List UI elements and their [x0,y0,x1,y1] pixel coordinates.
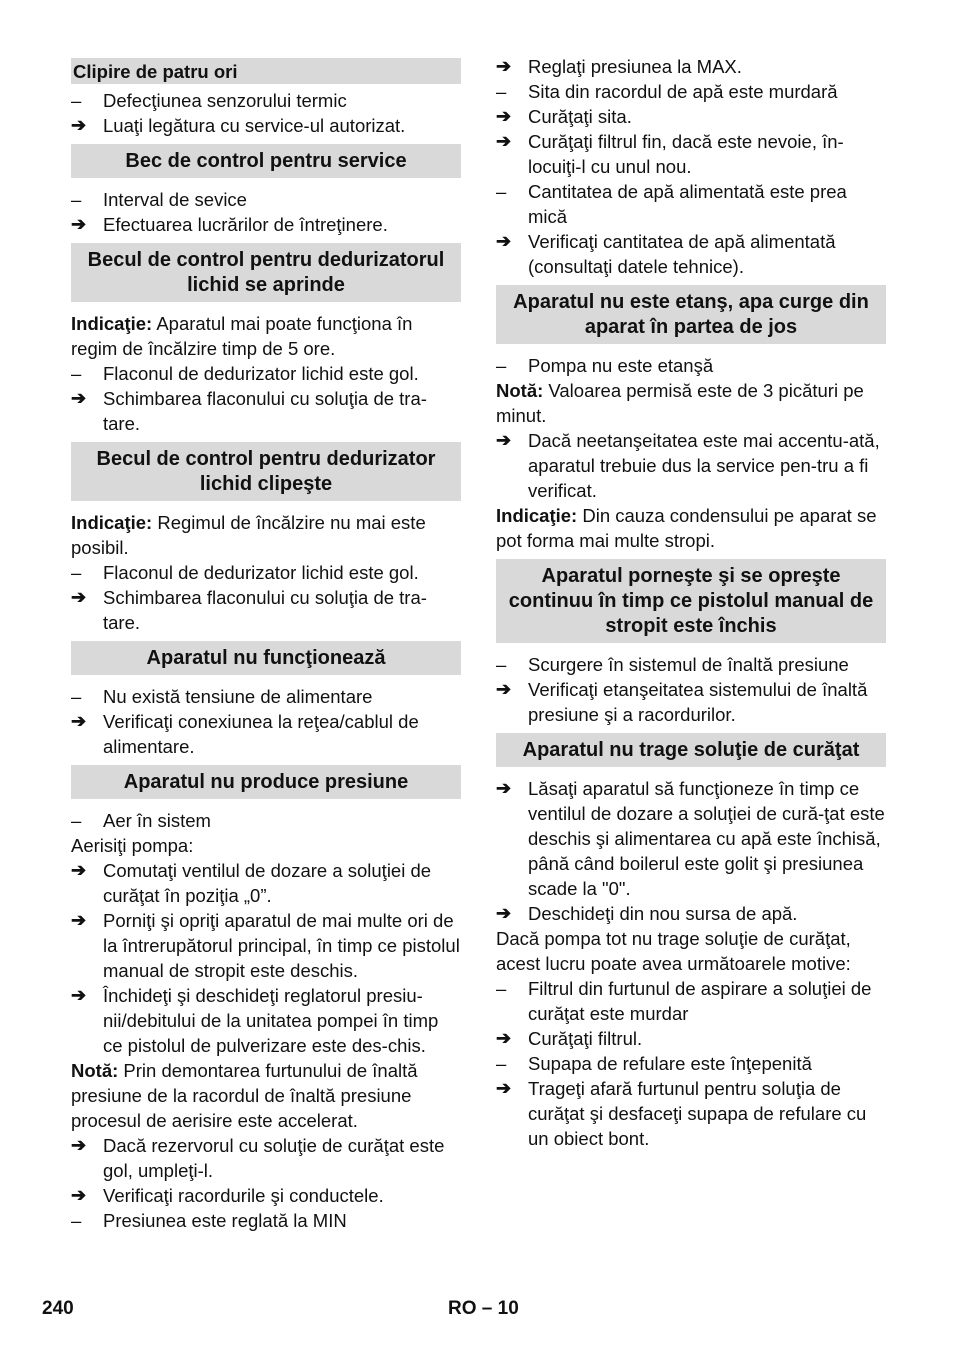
cause-item [71,560,461,585]
dash-marker: – [496,1053,507,1074]
item-text: Curăţaţi filtrul fin, dacă este nevoie, în-locuiţi-l cu unul nou. [528,131,844,177]
item-text: Verificaţi cantitatea de apă alimentată (consultaţi datele tehnice). [528,231,836,277]
remedy-item [496,229,886,279]
item-text: Scurgere în sistemul de înaltă presiune [528,654,849,675]
arrow-right-icon: ➔ [71,985,87,1005]
cause-item [496,79,886,104]
cause-item [496,652,886,677]
note-paragraph [71,311,461,361]
dash-marker: – [71,1210,82,1231]
remedy-item [496,428,886,503]
cause-item [71,808,461,833]
remedy-item [71,212,461,237]
item-text: Interval de sevice [103,189,247,210]
remedy-item [496,776,886,901]
item-text: Verificaţi etanşeitatea sistemului de înaltă presiune şi a racordurilor. [528,679,868,725]
body-text: Dacă pompa tot nu trage soluţie de curăţat, acest lucru poate avea următoarele motive: [496,928,851,974]
cause-item [71,1208,461,1233]
note-paragraph [496,378,886,428]
remedy-item [71,386,461,436]
note-text: Valoarea permisă este de 3 picături pe minut. [496,380,864,426]
arrow-right-icon: ➔ [496,131,512,151]
item-text: Curăţaţi sita. [528,106,632,127]
arrow-right-icon: ➔ [71,587,87,607]
note-text: Prin demontarea furtunului de înaltă presiune de la racordul de înaltă presiune procesul de aerisire este accelerat. [71,1060,418,1131]
note-label: Indicaţie: [71,313,153,334]
item-text: Presiunea este reglată la MIN [103,1210,347,1231]
item-text: Dacă rezervorul cu soluţie de curăţat este gol, umpleţi-l. [103,1135,445,1181]
cause-item [496,353,886,378]
item-text: Nu există tensiune de alimentare [103,686,373,707]
item-text: Curăţaţi filtrul. [528,1028,643,1049]
item-text: Filtrul din furtunul de aspirare a soluţiei de curăţat este murdar [528,978,872,1024]
dash-marker: – [71,363,82,384]
right-column [496,54,886,1151]
note-label: Notă: [496,380,544,401]
arrow-right-icon: ➔ [71,388,87,408]
arrow-right-icon: ➔ [71,1185,87,1205]
note-paragraph [71,1058,461,1133]
dash-marker: – [71,189,82,210]
note-text: Din cauza condensului pe aparat se pot forma mai multe stropi. [496,505,877,551]
remedy-item [496,129,886,179]
section-heading: Aparatul nu produce presiune [71,765,461,799]
item-text: Porniţi şi opriţi aparatul de mai multe ori de la întrerupătorul principal, în timp ce pistolul manual de stropit este deschis. [103,910,460,981]
section-heading: Clipire de patru ori [71,58,461,84]
item-text: Pompa nu este etanşă [528,355,714,376]
item-text: Lăsaţi aparatul să funcţioneze în timp ce ventilul de dozare a soluţiei de cură-ţat este deschis şi alimentarea cu apă este închisă, până când boilerul este golit şi presiunea scade la "0". [528,778,885,899]
item-text: Deschideţi din nou sursa de apă. [528,903,798,924]
remedy-item [71,1183,461,1208]
item-text: Flaconul de dedurizator lichid este gol. [103,562,419,583]
remedy-item [71,1133,461,1183]
dash-marker: – [71,90,82,111]
remedy-item [496,104,886,129]
arrow-right-icon: ➔ [496,778,512,798]
item-text: Sita din racordul de apă este murdară [528,81,838,102]
arrow-right-icon: ➔ [496,679,512,699]
item-text: Schimbarea flaconului cu soluţia de tra-tare. [103,587,427,633]
arrow-right-icon: ➔ [71,910,87,930]
dash-marker: – [496,654,507,675]
arrow-right-icon: ➔ [71,711,87,731]
remedy-item [71,113,461,138]
arrow-right-icon: ➔ [71,860,87,880]
note-text: Aparatul mai poate funcţiona în regim de încălzire timp de 5 ore. [71,313,413,359]
note-text: Regimul de încălzire nu mai este posibil. [71,512,426,558]
dash-marker: – [496,355,507,376]
section-heading: Becul de control pentru dedurizator lichid clipeşte [71,442,461,501]
arrow-right-icon: ➔ [496,1078,512,1098]
arrow-right-icon: ➔ [496,231,512,251]
body-text: Aerisiţi pompa: [71,835,194,856]
cause-item [71,187,461,212]
section-reference: RO – 10 [448,1298,519,1319]
section-heading: Becul de control pentru dedurizatorul lichid se aprinde [71,243,461,302]
item-text: Verificaţi conexiunea la reţea/cablul de alimentare. [103,711,419,757]
dash-marker: – [71,562,82,583]
remedy-item [71,983,461,1058]
cause-item [496,976,886,1026]
item-text: Defecţiunea senzorului termic [103,90,347,111]
item-text: Verificaţi racordurile şi conductele. [103,1185,384,1206]
arrow-right-icon: ➔ [496,1028,512,1048]
remedy-item [496,677,886,727]
arrow-right-icon: ➔ [496,903,512,923]
item-text: Cantitatea de apă alimentată este prea mică [528,181,847,227]
note-label: Notă: [71,1060,119,1081]
section-heading: Aparatul porneşte şi se opreşte continuu în timp ce pistolul manual de stropit este închis [496,559,886,643]
remedy-item [71,858,461,908]
dash-marker: – [496,81,507,102]
remedy-item [496,1026,886,1051]
item-text: Supapa de refulare este înţepenită [528,1053,812,1074]
note-paragraph [71,510,461,560]
section-heading: Aparatul nu trage soluţie de curăţat [496,733,886,767]
dash-marker: – [71,686,82,707]
remedy-item [496,54,886,79]
item-text: Închideţi şi deschideţi reglatorul presiu-nii/debitului de la unitatea pompei în timp ce pistolul de pulverizare este des-chis. [103,985,439,1056]
remedy-item [71,585,461,635]
cause-item [71,684,461,709]
arrow-right-icon: ➔ [496,106,512,126]
remedy-item [496,901,886,926]
cause-item [496,1051,886,1076]
cause-item [71,361,461,386]
item-text: Reglaţi presiunea la MAX. [528,56,742,77]
page-number: 240 [42,1298,74,1319]
item-text: Flaconul de dedurizator lichid este gol. [103,363,419,384]
item-text: Efectuarea lucrărilor de întreţinere. [103,214,388,235]
cause-item [496,179,886,229]
note-label: Indicaţie: [71,512,153,533]
section-heading: Aparatul nu funcţionează [71,641,461,675]
arrow-right-icon: ➔ [71,214,87,234]
item-text: Schimbarea flaconului cu soluţia de tra-tare. [103,388,427,434]
item-text: Comutaţi ventilul de dozare a soluţiei de curăţat în poziţia „0”. [103,860,432,906]
item-text: Aer în sistem [103,810,211,831]
section-heading: Bec de control pentru service [71,144,461,178]
arrow-right-icon: ➔ [496,430,512,450]
arrow-right-icon: ➔ [496,56,512,76]
note-label: Indicaţie: [496,505,578,526]
item-text: Dacă neetanşeitatea este mai accentu-ată, aparatul trebuie dus la service pen-tru a fi verificat. [528,430,880,501]
left-column [71,54,461,1233]
cause-item [71,88,461,113]
note-paragraph [496,503,886,553]
arrow-right-icon: ➔ [71,1135,87,1155]
remedy-item [71,709,461,759]
remedy-item [71,908,461,983]
arrow-right-icon: ➔ [71,115,87,135]
item-text: Trageţi afară furtunul pentru soluţia de curăţat şi desfaceţi supapa de refulare cu un obiect bont. [528,1078,867,1149]
item-text: Luaţi legătura cu service-ul autorizat. [103,115,406,136]
remedy-item [496,1076,886,1151]
dash-marker: – [496,978,507,999]
dash-marker: – [496,181,507,202]
section-heading: Aparatul nu este etanş, apa curge din aparat în partea de jos [496,285,886,344]
dash-marker: – [71,810,82,831]
